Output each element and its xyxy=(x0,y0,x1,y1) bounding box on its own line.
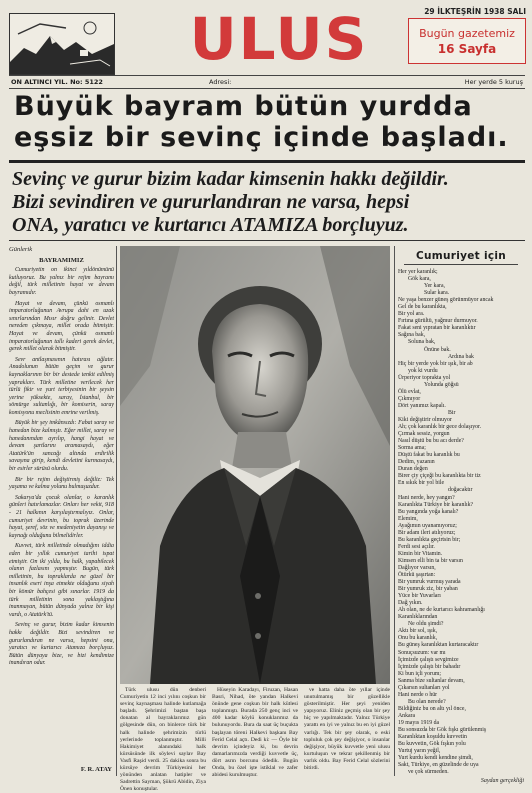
poem-line: ve çok sürmeden. xyxy=(408,769,449,776)
poem-line: Elemim, xyxy=(398,515,418,522)
poem-line: Duran değen xyxy=(398,466,428,473)
poem-signature: Saydan gerçekliği xyxy=(480,778,524,785)
poem-line: İçimizde çalıştı bir bahadır xyxy=(398,663,461,670)
poem-line: Bu karanlıkta geçirtsin bir; xyxy=(398,536,461,543)
editorial-paragraph: Sakarya'da çocuk olanlar, o karanlık günleri hatırlamazlar. Onları her vekit, 918 - 21 halkının karşılaştırmalıyız. Onlar, cumuriyet devrinin, bu toprak üzerinde hayat, şeref, söz ve medeniyetin dayanışı ve kaynağı olduğunu bilmelidirler. xyxy=(9,494,114,539)
poem-line: Bir yumruk ziz, bir yaban xyxy=(398,586,458,593)
promo-box xyxy=(408,18,526,64)
poem-line: Ne oldu şimdi? xyxy=(408,621,444,628)
poem-line: yok ki vurdu xyxy=(408,367,438,374)
poem-line: Yer kara, xyxy=(424,283,445,290)
poem-title-rule xyxy=(404,264,518,265)
subheadline-rule xyxy=(9,240,525,241)
poem-line: Ankara xyxy=(398,712,416,719)
poem-line: Düştü fakat bu karanlık bu xyxy=(398,452,460,459)
editorial-title: BAYRAMIMIZ xyxy=(39,256,84,264)
poem-line: Çıkarsın sultanları yol xyxy=(398,684,450,691)
portrait-photo-image xyxy=(120,246,390,684)
poem-line: Çırmak sessiz, yorgun xyxy=(398,431,450,438)
bayram-article xyxy=(120,687,390,793)
poem-line: Soluna bak, xyxy=(408,339,436,346)
poem-line: Ayağımın uyanamıyoruz; xyxy=(398,522,457,529)
poem-line: Dağ yıkın. xyxy=(398,600,423,607)
headline-line-1: Büyük bayram bütün yurdda xyxy=(14,91,473,122)
poem-line: Bir yol ara. xyxy=(398,311,425,318)
poem-line: Sakt, Türkiye, en güzelinde de uya xyxy=(398,762,479,769)
poem-line: Hani nerde, hey yangın? xyxy=(398,494,455,501)
portrait-photo xyxy=(120,246,390,684)
poem-line: Bu olan nerede? xyxy=(408,698,446,705)
poem-column xyxy=(398,246,524,785)
poem-line: İçimizde çalıştı sevgimize xyxy=(398,656,459,663)
subheadline-line-3: ONA, yaratıcı ve kurtarıcı ATAMIZA borçluyuz. xyxy=(12,214,409,236)
poem-line: Her yer karanlık; xyxy=(398,269,438,275)
poem-line: Fakat seni yıpratan bir karanlıktır xyxy=(398,325,476,332)
editorial-paragraph: Cumuriyetin on ikinci yıldönümünü kutluyoruz. Bu yalnız bir rejim bayramı değil, türk milletinin hayat ve devam bayramıdır. xyxy=(9,267,114,296)
editorial-paragraph: Büyük bir şey imkânsızdı: Fabat saray ve hanedan bize kalmıştı. Eğer millet, saray ve hanedanından ayrılıp, hangi hayat ve devam şartlarını aramasaydı, eğer Atatürk'ün sancağı altında erdirilik savaşına girip, kendi devletini kurmasaydı, bir esirler sürüsü olurdu. xyxy=(9,420,114,473)
poem-line: Karanlıklarından xyxy=(398,614,438,621)
poem-line: Yurt kurdu kendi kendine şimdi, xyxy=(398,755,473,762)
poem-line: Yurtuj yarın yeğil, xyxy=(398,748,441,755)
article-column-3 xyxy=(304,687,390,776)
poem-line: Bu sonsuzda bir Gök fışkı gürülenmiş xyxy=(398,727,487,734)
editorial-paragraph: Bir bir rejim değiştirmiş değiliz: Tek yaşama ve kalma yolunu bulmuşuzdur. xyxy=(9,476,114,491)
headline-rule xyxy=(9,160,525,163)
poem-line: Ürperiyor toprakta yol xyxy=(398,374,451,381)
poem-line: Gel de bu karanlıkta, xyxy=(398,304,447,311)
subheadline-line-1: Sevinç ve gurur bizim kadar kimsenin hakkı değildir. xyxy=(12,168,449,190)
poem-line: Sorma ama; xyxy=(398,445,426,452)
poem-line: 19 mayıs 1919 da xyxy=(398,720,440,726)
subheadline-line-2: Bizi sevindiren ve gururlandıran ne varsa, hepsi xyxy=(12,191,410,213)
poem-line: Ah; çok karanlık bir gece dolaşıyor. xyxy=(398,424,482,431)
poem-line: Nasıl düştü bu bu acı derde? xyxy=(398,438,464,445)
poem-line: Fırtına gürültü, yağmur durmuyor. xyxy=(398,318,478,325)
subheadline xyxy=(12,168,532,237)
poem-line: Aktı bir sol, ışık, xyxy=(398,628,438,635)
poem-line: Gök kara, xyxy=(408,276,431,283)
poem-line: Ölü evlat, xyxy=(398,388,421,395)
poem-line: doğacaktır xyxy=(448,487,473,494)
poem-line: Sonuçsuzum: var mı xyxy=(398,649,446,656)
promo-line-1: Bugün gazetemiz xyxy=(419,27,515,40)
editorial-paragraph: Sevr antlaşmasının hatırası ağlatır. Anadolunun bütün geçim ve gurur kaynaklarının bir bir destede tenkit edilmiş yaprakları. Türk milletine verilecek her türlü fikir ve yurt terbiyesinin bir şeysin yerine yüksekte, saray, İstanbul, bir sömürge sultanlığı, bir komiserin, saray komisyonu meclisinin emrine verilmiş. xyxy=(9,356,114,416)
poem-line: Dağlıyor varsın, xyxy=(398,564,436,571)
poem-line: Bir yumruk vurmuş yarada xyxy=(398,579,461,586)
poem-line: Ardına bak xyxy=(448,353,474,360)
headline-line-2: eşsiz bir sevinç içinde başladı. xyxy=(14,122,509,153)
poem-line: En sıkık bir yol bile xyxy=(398,480,445,487)
article-column-1 xyxy=(120,687,206,793)
poem-line: Bir adam ileri atılıyoruz; xyxy=(398,529,456,536)
issue-date: 29 İLKTEŞRİN 1938 SALI xyxy=(424,7,526,16)
column-divider xyxy=(394,246,395,776)
promo-line-2: 16 Sayfa xyxy=(437,42,497,56)
poem-line: Bildiğiniz bu on altı yıl önce, xyxy=(398,705,466,712)
editorial-paragraph: Hayat ve devam, çünkü osmanlı imparatorluğunun Avrupa dahi en uzak sınırlarından Mısır doğru gelinir. Devlet nereden çıkmaya, millet orada bitmiştir. Hayat ve devam, çünkü osmanlı imparatorluğunun tallı kaderi gerek devlet, gerek millet olarak bitmiştir. xyxy=(9,300,114,353)
column-divider xyxy=(116,246,117,776)
poem-line: Ferdi sesi açılır. xyxy=(398,543,435,550)
mountain-landscape-icon xyxy=(10,14,114,74)
newspaper-title: ULUS xyxy=(189,5,369,73)
article-text: Türk ulusu dün denberi Cumuriyetin 12 inci yılını coşkun bir sevinç kaynaşması halinde kutlamağa başladı. Şehrimizi baştan başa donatan al bayraklarımız gün gölgesinde dün, on binlerce türk bir halk halinde şehrimizin türlü yerlerinde toplanmıştır. Milli Hakimiyet alanındaki halk kürsüsünde ilk söylevi saylav Bay Vasfi Raşid verdi. 25 dakika sonra bu kürsüye devrim Türkiyesini her yönünden anlatan hatipler ve Sadrettin Sayman, Şükrü Abidin, Ziya Önen konuştular. xyxy=(120,687,206,793)
poem-line: Bu kuvvetin, Gök fışkın yolu xyxy=(398,741,466,748)
poem-line: Ki bun içli yorum; xyxy=(398,670,441,677)
editorial-signature: F. R. ATAY xyxy=(80,766,112,774)
poem-line: Çıkmıyor xyxy=(398,395,421,402)
poem-line: Bir xyxy=(448,409,456,416)
article-text: ve hatta daha öte yıllar içinde unutulmamış bir güzellikle gösterilmiştir. Her şeyi yeniden yapıyoruz. Eliniz geçmiş olan bir şey hiç ve yapılmaktadır. Yalnız Türkiye yarattı en iyi ve yalnız bu en iyi güzel varlığı. Tek bir şey olarak, o eski topluluk çok şey değişiyor, o insanlar değişiyor, büyük kuvvetle yeni ulusu kurtuluşun ve tekrar şekillenmiş bir varlık oldu. Bay Ferid Celal sözlerini bitirdi. xyxy=(304,687,390,772)
poem-line: Kimin bir Vitamin. xyxy=(398,550,443,557)
year-issue-number: ON ALTINCI YIL. No: 5122 xyxy=(11,78,103,86)
main-headline xyxy=(14,91,530,153)
masthead-info-row xyxy=(9,75,525,89)
address-line: Adresi: xyxy=(209,78,232,86)
poem-line: Ne yaşa benzer güneş görünmüyor ancak xyxy=(398,297,494,304)
poem-lines xyxy=(398,269,524,776)
editorial-paragraph: Kuvvet, türk milletinde olmadığını iddia eden bir yıllık cumuriyet tarihi ispat etmiştir. On iki yılda, bu halk, yapabilecek olanın fazlasını yapmıştır. Bugün, türk milletinin, bu topraklarda ne güzel bir insanlık eseri inşa etmekte olduğunu siyah bir kömür bahçesi gibi sınarlar. 1919 da türk milletinin sona yaklaştığına inanmayan, bütün dünyada yalnız bir kişi vardı, o Atatürk'tü. xyxy=(9,543,114,618)
poem-line: Yüce bir Yuvarları xyxy=(398,593,441,600)
poem-line: Önüne bak. xyxy=(424,346,451,353)
poem-line: Dört yanımız kapalı. xyxy=(398,402,446,409)
poem-line: Birer çiy çiçeği bu karanlıkta bir tiz xyxy=(398,473,481,480)
poem-line: Yolunda göğsü xyxy=(424,381,459,388)
poem-line: Hani nerde o hür xyxy=(398,691,438,698)
poem-line: Karanlıktan koşuldu kuvvetin xyxy=(398,734,467,741)
poem-line: Dedim, yazanın xyxy=(398,459,435,466)
poem-line: Hiç bir yerde yok bir ışık, bir ab xyxy=(398,360,473,367)
article-text: Hüseyin Karadayı, Firuzan, Hasan Basri, Nihad, öte yandan Halkevi önünde gene coşkun bir halk kütlesi toplanmıştı. Burada 250 genç inci ve 400 kadar köylü konuklarımız da bulunuyordu. Bura da saat üç buçukta başlayan töreni Halkevi başkanı Bay Ferid Celal açtı. Dedi ki: — Öyle bir devrim içindeyiz ki, bu devrin damarlarımızda verdiği kuvvetle üç, dört asrın borcunu ödedik. Bugün Onda, bu özel işte istiklal ve zafer abidesi kurulmuştur. xyxy=(212,687,298,779)
editorial-kicker: Günlerik xyxy=(9,246,33,253)
poem-line: Kiki değiştirir olmuyor xyxy=(398,416,452,423)
poem-line: Sular kara. xyxy=(424,290,450,297)
editorial-paragraph: Sevinç ve gurur, bizim kadar kimsenin hakkı değildir. Bizi sevindiren ve gururlandıran ne varsa, hepsini ona, yaratıcı ve kurtarıcı Atamıza borçluyuz. Bütün dünyaya bize, ve bizi kendimize inandıran odur. xyxy=(9,622,114,667)
poem-line: Sanma bize sultanlar devam, xyxy=(398,677,465,684)
poem-line: Sağına bak, xyxy=(398,332,426,339)
article-column-2 xyxy=(212,687,298,779)
poem-line: Karanlıkta Türkiye bir karanlık? xyxy=(398,501,474,508)
poem-line: Kimsen elli bin ta bir varsın xyxy=(398,557,463,564)
poem-line: Bu yangında yoğa kanalı? xyxy=(398,508,459,515)
editorial-column xyxy=(9,246,114,776)
poem-line: Onu bu karanlık, xyxy=(398,635,438,642)
poem-line: Ötürkü şaşırtan: xyxy=(398,572,436,579)
masthead-logo-illustration xyxy=(9,13,115,75)
poem-title: Cumuriyet için xyxy=(415,250,507,262)
poem-line: Bu güneş karanlıktan kurtaracaktır xyxy=(398,642,479,649)
poem-line: Ah olan, ne de kurtarıcı kahramanlığı xyxy=(398,607,485,614)
price-line: Her yerde 5 kuruş xyxy=(464,78,523,86)
